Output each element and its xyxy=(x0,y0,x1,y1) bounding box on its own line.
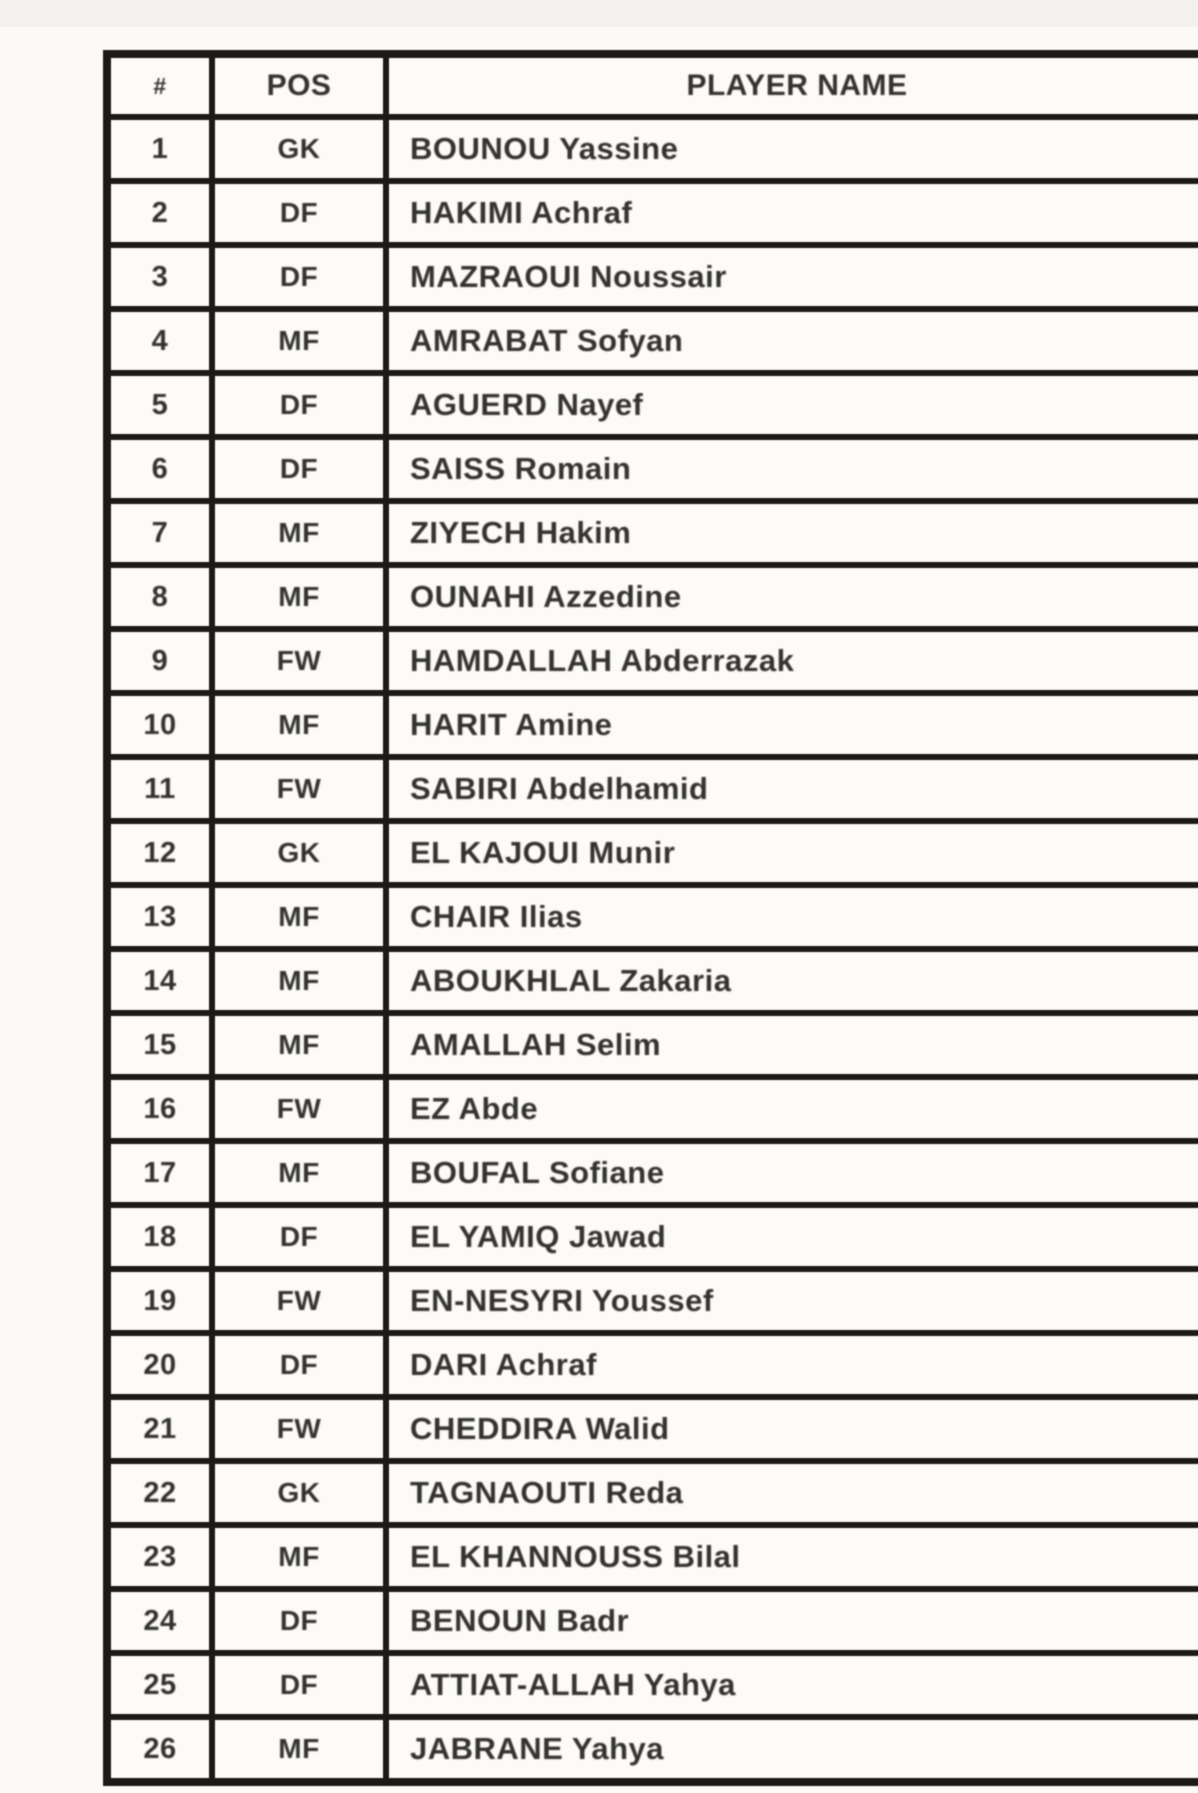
position-code: MF xyxy=(278,517,320,548)
player-name: MAZRAOUI Noussair xyxy=(410,259,727,294)
cell-shirt-number xyxy=(107,1269,212,1333)
shirt-number: 20 xyxy=(143,1348,177,1381)
player-name: AMRABAT Sofyan xyxy=(410,323,684,358)
cell-shirt-number xyxy=(107,437,212,501)
position-code: DF xyxy=(279,197,319,228)
cell-shirt-number xyxy=(107,1653,212,1717)
cell-shirt-number xyxy=(107,1717,212,1782)
cell-position xyxy=(212,501,386,565)
position-code: FW xyxy=(276,1285,322,1316)
table-row xyxy=(107,1333,1198,1397)
cell-position xyxy=(212,949,386,1013)
table-row xyxy=(107,1589,1198,1653)
cell-shirt-number xyxy=(107,1077,212,1141)
table-row xyxy=(107,1205,1198,1269)
cell-player-name xyxy=(386,501,1198,565)
table-row xyxy=(107,629,1198,693)
table-row xyxy=(107,1461,1198,1525)
cell-shirt-number xyxy=(107,629,212,693)
top-margin-band xyxy=(0,0,1198,27)
cell-shirt-number xyxy=(107,1013,212,1077)
column-header-number xyxy=(107,54,212,117)
cell-player-name xyxy=(386,757,1198,821)
player-name: EZ Abde xyxy=(410,1091,539,1126)
column-header-position-label: POS xyxy=(266,69,332,102)
shirt-number: 7 xyxy=(151,516,169,549)
player-name: DARI Achraf xyxy=(410,1347,597,1382)
table-row xyxy=(107,1077,1198,1141)
player-name: HAMDALLAH Abderrazak xyxy=(410,643,795,678)
table-header xyxy=(107,54,1198,117)
cell-position xyxy=(212,373,386,437)
table-row xyxy=(107,1525,1198,1589)
shirt-number: 21 xyxy=(143,1412,177,1445)
player-name: BOUFAL Sofiane xyxy=(410,1155,665,1190)
position-code: GK xyxy=(277,133,321,164)
table-row xyxy=(107,885,1198,949)
shirt-number: 11 xyxy=(144,772,176,805)
player-name: SABIRI Abdelhamid xyxy=(410,771,709,806)
cell-player-name xyxy=(386,565,1198,629)
position-code: FW xyxy=(276,773,322,804)
cell-shirt-number xyxy=(107,885,212,949)
column-header-player-name-label: PLAYER NAME xyxy=(686,69,908,102)
cell-shirt-number xyxy=(107,1205,212,1269)
cell-position xyxy=(212,1525,386,1589)
shirt-number: 2 xyxy=(151,196,169,229)
cell-shirt-number xyxy=(107,1461,212,1525)
shirt-number: 3 xyxy=(151,260,169,293)
cell-player-name xyxy=(386,1461,1198,1525)
cell-player-name xyxy=(386,1333,1198,1397)
cell-player-name xyxy=(386,245,1198,309)
shirt-number: 24 xyxy=(143,1604,177,1637)
cell-position xyxy=(212,1333,386,1397)
cell-position xyxy=(212,245,386,309)
cell-player-name xyxy=(386,1397,1198,1461)
shirt-number: 8 xyxy=(151,580,169,613)
table-row xyxy=(107,565,1198,629)
cell-player-name xyxy=(386,309,1198,373)
player-name: EL KAJOUI Munir xyxy=(410,835,676,870)
position-code: DF xyxy=(279,1605,319,1636)
player-name: ATTIAT-ALLAH Yahya xyxy=(410,1667,736,1702)
shirt-number: 5 xyxy=(151,388,169,421)
position-code: MF xyxy=(278,901,320,932)
table-row xyxy=(107,1717,1198,1782)
cell-position xyxy=(212,309,386,373)
table-row xyxy=(107,1141,1198,1205)
cell-position xyxy=(212,1013,386,1077)
table-row xyxy=(107,181,1198,245)
cell-position xyxy=(212,1717,386,1782)
cell-shirt-number xyxy=(107,693,212,757)
player-name: SAISS Romain xyxy=(410,451,632,486)
position-code: MF xyxy=(278,709,320,740)
cell-position xyxy=(212,1653,386,1717)
shirt-number: 12 xyxy=(143,836,177,869)
position-code: MF xyxy=(278,965,320,996)
squad-table xyxy=(103,50,1198,1786)
cell-position xyxy=(212,693,386,757)
cell-shirt-number xyxy=(107,181,212,245)
cell-position xyxy=(212,1205,386,1269)
table-row xyxy=(107,1653,1198,1717)
table-row xyxy=(107,309,1198,373)
position-code: MF xyxy=(278,1157,320,1188)
player-name: BENOUN Badr xyxy=(410,1603,630,1638)
position-code: DF xyxy=(279,1221,319,1252)
cell-player-name xyxy=(386,437,1198,501)
player-name: AGUERD Nayef xyxy=(410,387,644,422)
shirt-number: 16 xyxy=(143,1092,177,1125)
cell-player-name xyxy=(386,885,1198,949)
position-code: DF xyxy=(279,1669,319,1700)
cell-player-name xyxy=(386,1269,1198,1333)
cell-player-name xyxy=(386,181,1198,245)
table-row xyxy=(107,1013,1198,1077)
table-row xyxy=(107,437,1198,501)
shirt-number: 19 xyxy=(143,1284,177,1317)
position-code: MF xyxy=(278,1541,320,1572)
player-name: HAKIMI Achraf xyxy=(410,195,633,230)
shirt-number: 23 xyxy=(143,1540,177,1573)
position-code: FW xyxy=(276,645,322,676)
player-name: EN-NESYRI Youssef xyxy=(410,1283,714,1318)
cell-shirt-number xyxy=(107,501,212,565)
cell-player-name xyxy=(386,1525,1198,1589)
cell-position xyxy=(212,757,386,821)
cell-position xyxy=(212,1397,386,1461)
table-row xyxy=(107,245,1198,309)
cell-player-name xyxy=(386,1589,1198,1653)
shirt-number: 25 xyxy=(143,1668,177,1701)
player-name: AMALLAH Selim xyxy=(410,1027,662,1062)
position-code: DF xyxy=(279,1349,319,1380)
header-row xyxy=(107,54,1198,117)
table-row xyxy=(107,757,1198,821)
cell-player-name xyxy=(386,1205,1198,1269)
shirt-number: 13 xyxy=(143,900,177,933)
player-name: TAGNAOUTI Reda xyxy=(410,1475,684,1510)
position-code: MF xyxy=(278,581,320,612)
cell-shirt-number xyxy=(107,373,212,437)
shirt-number: 10 xyxy=(143,708,177,741)
column-header-position xyxy=(212,54,386,117)
position-code: GK xyxy=(277,1477,321,1508)
cell-position xyxy=(212,1077,386,1141)
shirt-number: 17 xyxy=(143,1156,177,1189)
cell-player-name xyxy=(386,1717,1198,1782)
cell-player-name xyxy=(386,693,1198,757)
cell-shirt-number xyxy=(107,1397,212,1461)
shirt-number: 26 xyxy=(143,1732,177,1765)
table-row xyxy=(107,821,1198,885)
table-row xyxy=(107,501,1198,565)
cell-shirt-number xyxy=(107,117,212,181)
position-code: GK xyxy=(277,837,321,868)
player-name: CHEDDIRA Walid xyxy=(410,1411,670,1446)
position-code: DF xyxy=(279,261,319,292)
cell-position xyxy=(212,565,386,629)
player-name: BOUNOU Yassine xyxy=(410,131,679,166)
cell-shirt-number xyxy=(107,821,212,885)
shirt-number: 22 xyxy=(143,1476,177,1509)
cell-position xyxy=(212,437,386,501)
position-code: MF xyxy=(278,1733,320,1764)
cell-player-name xyxy=(386,373,1198,437)
cell-shirt-number xyxy=(107,1333,212,1397)
position-code: FW xyxy=(276,1093,322,1124)
table-row xyxy=(107,373,1198,437)
column-header-player-name xyxy=(386,54,1198,117)
cell-shirt-number xyxy=(107,1141,212,1205)
table-row xyxy=(107,949,1198,1013)
shirt-number: 6 xyxy=(151,452,169,485)
player-name: EL YAMIQ Jawad xyxy=(410,1219,667,1254)
position-code: FW xyxy=(276,1413,322,1444)
column-header-number-label: # xyxy=(153,72,167,99)
cell-player-name xyxy=(386,821,1198,885)
cell-shirt-number xyxy=(107,565,212,629)
cell-player-name xyxy=(386,1141,1198,1205)
table-row xyxy=(107,117,1198,181)
cell-player-name xyxy=(386,117,1198,181)
cell-position xyxy=(212,1269,386,1333)
position-code: DF xyxy=(279,389,319,420)
cell-position xyxy=(212,181,386,245)
shirt-number: 9 xyxy=(151,644,169,677)
player-name: HARIT Amine xyxy=(410,707,613,742)
cell-shirt-number xyxy=(107,245,212,309)
position-code: MF xyxy=(278,1029,320,1060)
table-row xyxy=(107,1269,1198,1333)
shirt-number: 1 xyxy=(151,132,169,165)
cell-position xyxy=(212,117,386,181)
table-body xyxy=(107,117,1198,1782)
cell-position xyxy=(212,1141,386,1205)
cell-shirt-number xyxy=(107,1589,212,1653)
cell-position xyxy=(212,1461,386,1525)
cell-player-name xyxy=(386,1013,1198,1077)
position-code: DF xyxy=(279,453,319,484)
player-name: ZIYECH Hakim xyxy=(410,515,632,550)
shirt-number: 18 xyxy=(143,1220,177,1253)
cell-position xyxy=(212,1589,386,1653)
shirt-number: 14 xyxy=(143,964,177,997)
cell-player-name xyxy=(386,629,1198,693)
player-name: EL KHANNOUSS Bilal xyxy=(410,1539,741,1574)
player-name: CHAIR Ilias xyxy=(410,899,583,934)
table-row xyxy=(107,693,1198,757)
position-code: MF xyxy=(278,325,320,356)
table-row xyxy=(107,1397,1198,1461)
shirt-number: 15 xyxy=(143,1028,177,1061)
cell-position xyxy=(212,821,386,885)
player-name: ABOUKHLAL Zakaria xyxy=(410,963,732,998)
cell-position xyxy=(212,885,386,949)
cell-shirt-number xyxy=(107,1525,212,1589)
player-name: OUNAHI Azzedine xyxy=(410,579,682,614)
cell-position xyxy=(212,629,386,693)
cell-shirt-number xyxy=(107,757,212,821)
cell-shirt-number xyxy=(107,949,212,1013)
cell-player-name xyxy=(386,1653,1198,1717)
cell-player-name xyxy=(386,949,1198,1013)
cell-shirt-number xyxy=(107,309,212,373)
cell-player-name xyxy=(386,1077,1198,1141)
player-name: JABRANE Yahya xyxy=(410,1731,665,1766)
shirt-number: 4 xyxy=(151,324,169,357)
